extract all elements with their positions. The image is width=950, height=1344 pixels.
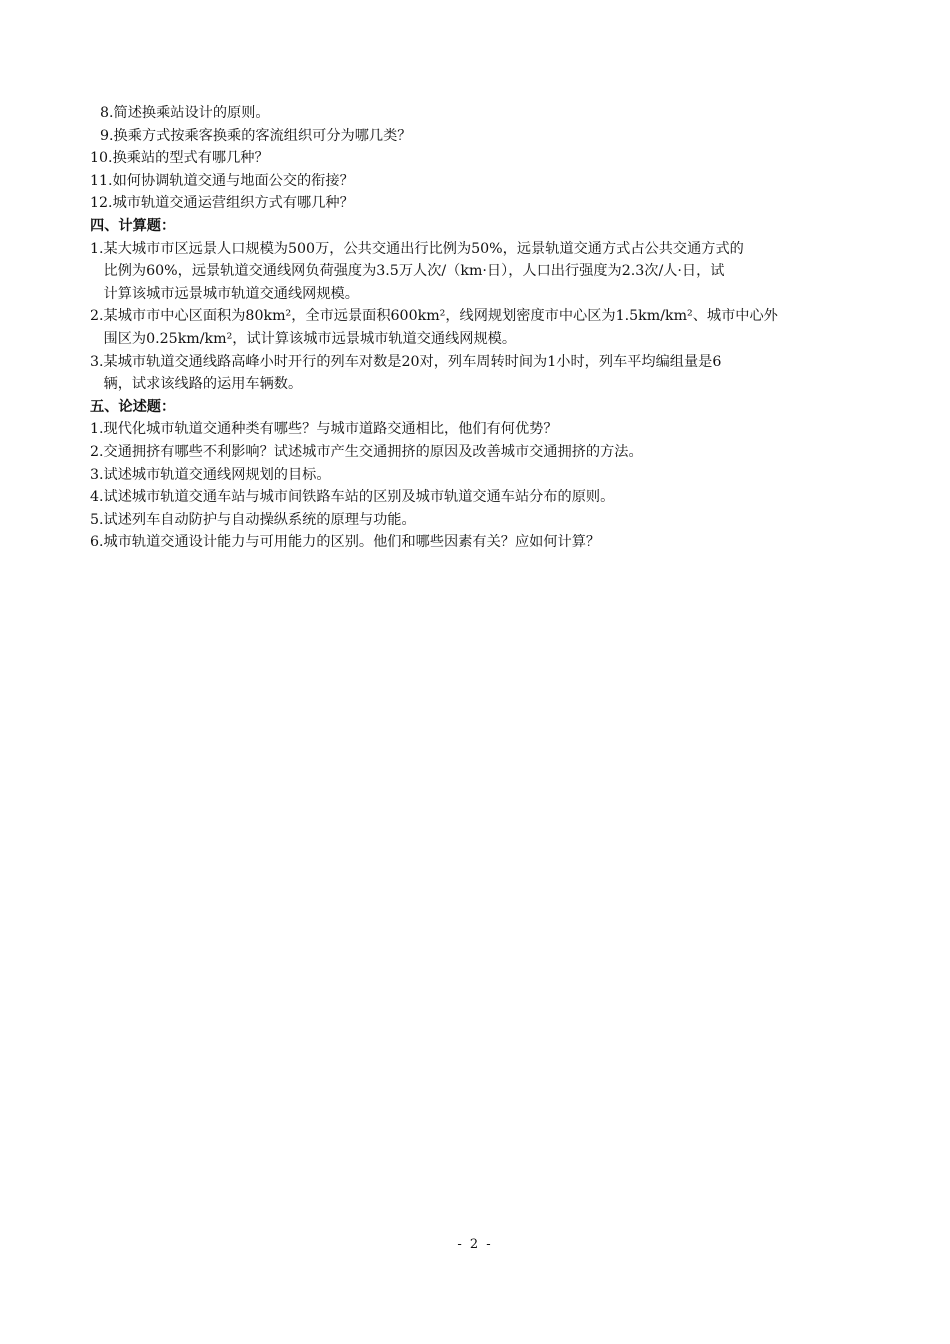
question-line: 辆，试求该线路的运用车辆数。 (103, 376, 303, 393)
calc-question-2 (90, 305, 866, 350)
essay-question: 4.试述城市轨道交通车站与城市间铁路车站的区别及城市轨道交通车站分布的原则。 (90, 489, 615, 506)
section-heading-calculation: 四、计算题： (90, 217, 176, 234)
question-number: 2. (90, 308, 104, 325)
question-line: 某城市市中心区面积为80km²，全市远景面积600km²，线网规划密度市中心区为1.5km/km²、城市中心外 (103, 308, 778, 325)
question-line: 某大城市市区远景人口规模为500万，公共交通出行比例为50%，远景轨道交通方式占公共交通方式的 (103, 240, 744, 257)
question-item: 10.换乘站的型式有哪几种？ (90, 150, 269, 167)
essay-question: 5.试述列车自动防护与自动操纵系统的原理与功能。 (90, 511, 416, 528)
question-line: 某城市轨道交通线路高峰小时开行的列车对数是20对，列车周转时间为1小时，列车平均编组量是6 (103, 353, 722, 370)
essay-question: 3.试述城市轨道交通线网规划的目标。 (90, 466, 331, 483)
question-item: 11.如何协调轨道交通与地面公交的衔接？ (90, 172, 354, 189)
question-item: 12.城市轨道交通运营组织方式有哪几种？ (90, 195, 354, 212)
section-heading-essay: 五、论述题： (90, 398, 176, 415)
essay-question: 6.城市轨道交通设计能力与可用能力的区别。他们和哪些因素有关？应如何计算？ (90, 534, 601, 551)
document-body (90, 102, 866, 554)
question-item: 9.换乘方式按乘客换乘的客流组织可分为哪几类？ (100, 127, 412, 144)
essay-question: 2.交通拥挤有哪些不利影响？试述城市产生交通拥挤的原因及改善城市交通拥挤的方法。 (90, 443, 643, 460)
essay-question: 1.现代化城市轨道交通种类有哪些？与城市道路交通相比，他们有何优势？ (90, 421, 558, 438)
question-line: 围区为0.25km/km²，试计算该城市远景城市轨道交通线网规模。 (103, 330, 517, 347)
question-line: 比例为60%，远景轨道交通线网负荷强度为3.5万人次/（km·日），人口出行强度为2.3次/人·日，试 (103, 263, 725, 280)
question-number: 1. (90, 240, 104, 257)
calc-question-1 (90, 238, 866, 306)
question-line: 计算该城市远景城市轨道交通线网规模。 (103, 285, 359, 302)
calc-question-3 (90, 351, 866, 396)
page-number: - 2 - (457, 1237, 493, 1252)
question-number: 3. (90, 353, 104, 370)
question-item: 8.简述换乘站设计的原则。 (100, 105, 270, 121)
